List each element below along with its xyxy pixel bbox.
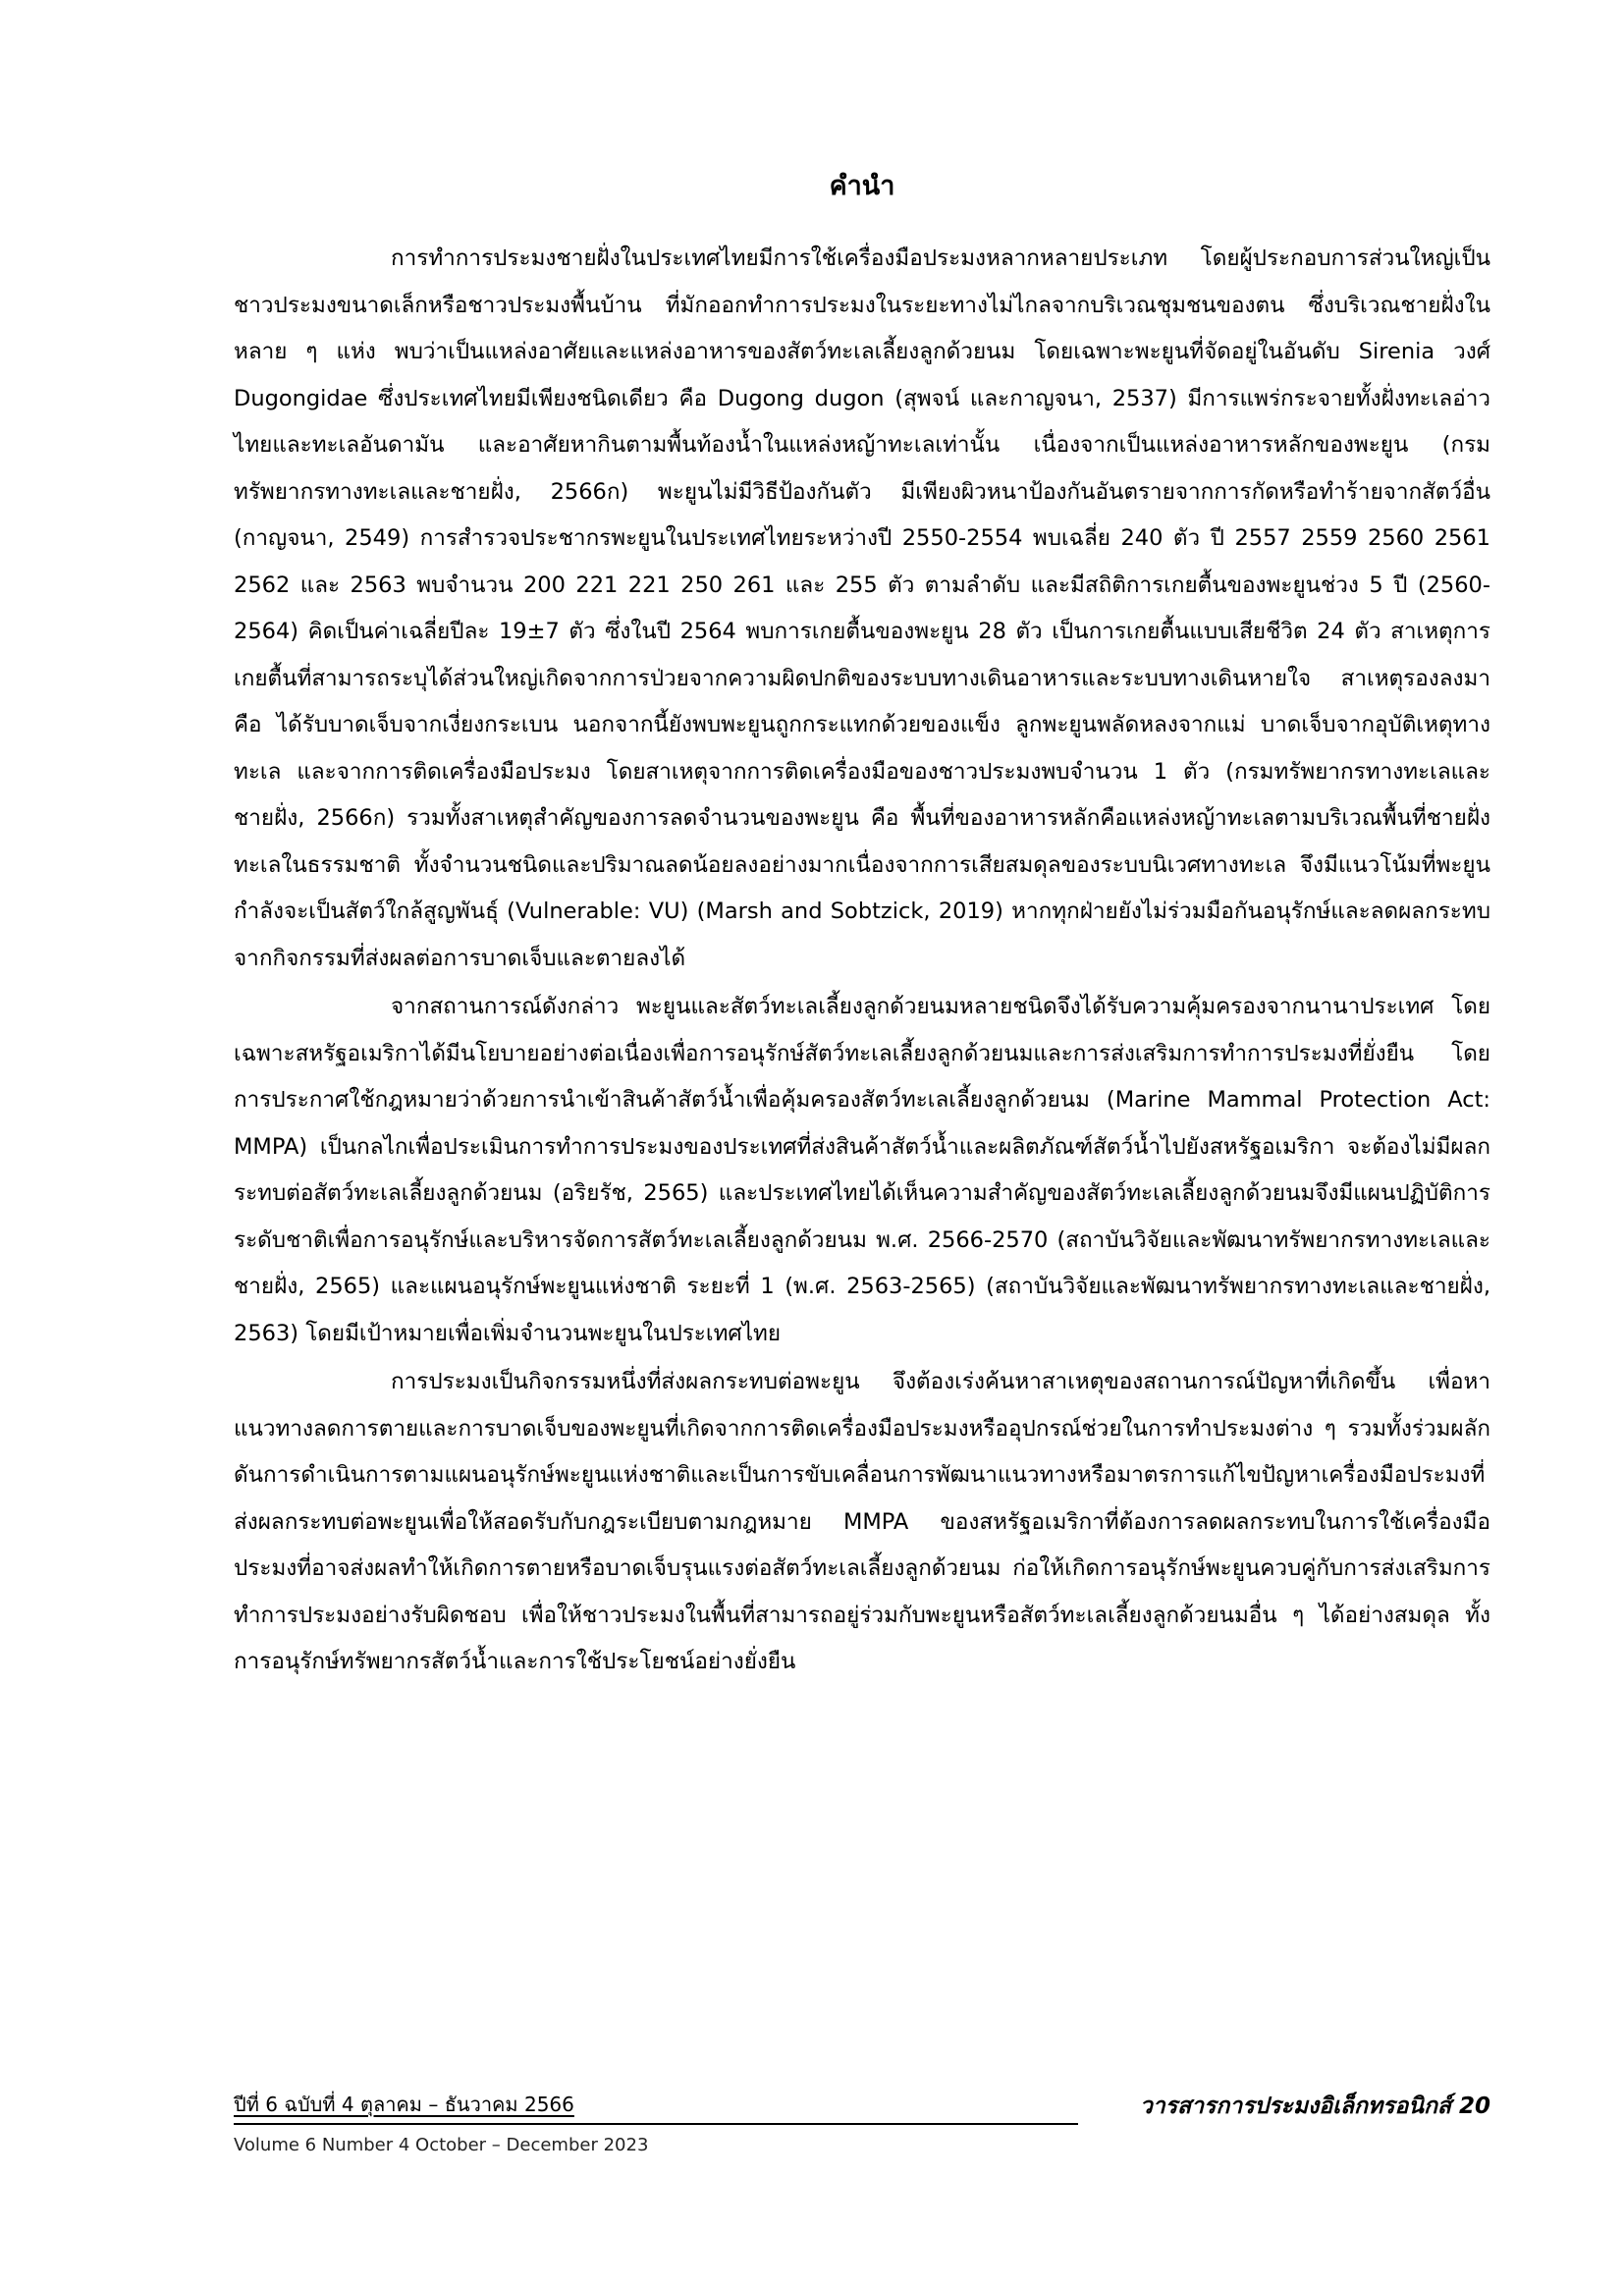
page-number: 20 — [1458, 2094, 1490, 2119]
issue-english: Volume 6 Number 4 October – December 2023 — [234, 2135, 649, 2155]
page-heading: คำนำ — [829, 171, 895, 202]
page-footer — [234, 2090, 1490, 2168]
journal-title-and-page — [1140, 2090, 1490, 2123]
journal-title: วารสารการประมงอิเล็กทรอนิกส์ — [1139, 2094, 1451, 2119]
paragraph-1: การทำการประมงชายฝั่งในประเทศไทยมีการใช้เครื่องมือประมงหลากหลายประเภท โดยผู้ประกอบการส่วนใหญ่เป็นชาวประมงขนาดเล็กหรือชาวประมงพื้นบ้าน ที่มักออกทำการประมงในระยะทางไม่ไกลจากบริเวณชุมชนของตน ซึ่งบริเวณชายฝั่งในหลาย ๆ แห่ง พบว่าเป็นแหล่งอาศัยและแหล่งอาหารของสัตว์ทะเลเลี้ยงลูกด้วยนม โดยเฉพาะพะยูนที่จัดอยู่ในอันดับ Sirenia วงศ์ Dugongidae ซึ่งประเทศไทยมีเพียงชนิดเดียว คือ Dugong dugon (สุพจน์ และกาญจนา, 2537) มีการแพร่กระจายทั้งฝั่งทะเลอ่าวไทยและทะเลอันดามัน และอาศัยหากินตามพื้นท้องน้ำในแหล่งหญ้าทะเลเท่านั้น เนื่องจากเป็นแหล่งอาหารหลักของพะยูน (กรมทรัพยากรทางทะเลและชายฝั่ง, 2566ก) พะยูนไม่มีวิธีป้องกันตัว มีเพียงผิวหนาป้องกันอันตรายจากการกัดหรือทำร้ายจากสัตว์อื่น (กาญจนา, 2549) การสำรวจประชากรพะยูนในประเทศไทยระหว่างปี 2550-2554 พบเฉลี่ย 240 ตัว ปี 2557 2559 2560 2561 2562 และ 2563 พบจำนวน 200 221 221 250 261 และ 255 ตัว ตามลำดับ และมีสถิติการเกยตื้นของพะยูนช่วง 5 ปี (2560-2564) คิดเป็นค่าเฉลี่ยปีละ 19±7 ตัว ซึ่งในปี 2564 พบการเกยตื้นของพะยูน 28 ตัว เป็นการเกยตื้นแบบเสียชีวิต 24 ตัว สาเหตุการเกยตื้นที่สามารถระบุได้ส่วนใหญ่เกิดจากการป่วยจากความผิดปกติของระบบทางเดินอาหารและระบบทางเดินหายใจ สาเหตุรองลงมา คือ ได้รับบาดเจ็บจากเงี่ยงกระเบน นอกจากนี้ยังพบพะยูนถูกกระแทกด้วยของแข็ง ลูกพะยูนพลัดหลงจากแม่ บาดเจ็บจากอุบัติเหตุทางทะเล และจากการติดเครื่องมือประมง โดยสาเหตุจากการติดเครื่องมือของชาวประมงพบจำนวน 1 ตัว (กรมทรัพยากรทางทะเลและชายฝั่ง, 2566ก) รวมทั้งสาเหตุสำคัญของการลดจำนวนของพะยูน คือ พื้นที่ของอาหารหลักคือแหล่งหญ้าทะเลตามบริเวณพื้นที่ชายฝั่งทะเลในธรรมชาติ ทั้งจำนวนชนิดและปริมาณลดน้อยลงอย่างมากเนื่องจากการเสียสมดุลของระบบนิเวศทางทะเล จึงมีแนวโน้มที่พะยูนกำลังจะเป็นสัตว์ใกล้สูญพันธุ์ (Vulnerable: VU) (Marsh and Sobtzick, 2019) หากทุกฝ่ายยังไม่ร่วมมือกันอนุรักษ์และลดผลกระทบจากกิจกรรมที่ส่งผลต่อการบาดเจ็บและตายลงได้ — [234, 245, 1490, 971]
footer-divider — [234, 2123, 1078, 2125]
paragraph-3: การประมงเป็นกิจกรรมหนึ่งที่ส่งผลกระทบต่อพะยูน จึงต้องเร่งค้นหาสาเหตุของสถานการณ์ปัญหาที่เกิดขึ้น เพื่อหาแนวทางลดการตายและการบาดเจ็บของพะยูนที่เกิดจากการติดเครื่องมือประมงหรืออุปกรณ์ช่วยในการทำประมงต่าง ๆ รวมทั้งร่วมผลักดันการดำเนินการตามแผนอนุรักษ์พะยูนแห่งชาติและเป็นการขับเคลื่อนการพัฒนาแนวทางหรือมาตรการแก้ไขปัญหาเครื่องมือประมงที่ส่งผลกระทบต่อพะยูนเพื่อให้สอดรับกับกฎระเบียบตามกฎหมาย MMPA ของสหรัฐอเมริกาที่ต้องการลดผลกระทบในการใช้เครื่องมือประมงที่อาจส่งผลทำให้เกิดการตายหรือบาดเจ็บรุนแรงต่อสัตว์ทะเลเลี้ยงลูกด้วยนม ก่อให้เกิดการอนุรักษ์พะยูนควบคู่กับการส่งเสริมการทำการประมงอย่างรับผิดชอบ เพื่อให้ชาวประมงในพื้นที่สามารถอยู่ร่วมกับพะยูนหรือสัตว์ทะเลเลี้ยงลูกด้วยนมอื่น ๆ ได้อย่างสมดุล ทั้งการอนุรักษ์ทรัพยากรสัตว์น้ำและการใช้ประโยชน์อย่างยั่งยืน — [234, 1369, 1490, 1674]
issue-thai: ปีที่ 6 ฉบับที่ 4 ตุลาคม – ธันวาคม 2566 — [234, 2093, 574, 2116]
paragraph-2: จากสถานการณ์ดังกล่าว พะยูนและสัตว์ทะเลเลี้ยงลูกด้วยนมหลายชนิดจึงได้รับความคุ้มครองจากนานาประเทศ โดยเฉพาะสหรัฐอเมริกาได้มีนโยบายอย่างต่อเนื่องเพื่อการอนุรักษ์สัตว์ทะเลเลี้ยงลูกด้วยนมและการส่งเสริมการทำการประมงที่ยั่งยืน โดยการประกาศใช้กฎหมายว่าด้วยการนำเข้าสินค้าสัตว์น้ำเพื่อคุ้มครองสัตว์ทะเลเลี้ยงลูกด้วยนม (Marine Mammal Protection Act: MMPA) เป็นกลไกเพื่อประเมินการทำการประมงของประเทศที่ส่งสินค้าสัตว์น้ำและผลิตภัณฑ์สัตว์น้ำไปยังสหรัฐอเมริกา จะต้องไม่มีผลกระทบต่อสัตว์ทะเลเลี้ยงลูกด้วยนม (อริยรัช, 2565) และประเทศไทยได้เห็นความสำคัญของสัตว์ทะเลเลี้ยงลูกด้วยนมจึงมีแผนปฏิบัติการระดับชาติเพื่อการอนุรักษ์และบริหารจัดการสัตว์ทะเลเลี้ยงลูกด้วยนม พ.ศ. 2566-2570 (สถาบันวิจัยและพัฒนาทรัพยากรทางทะเลและชายฝั่ง, 2565) และแผนอนุรักษ์พะยูนแห่งชาติ ระยะที่ 1 (พ.ศ. 2563-2565) (สถาบันวิจัยและพัฒนาทรัพยากรทางทะเลและชายฝั่ง, 2563) โดยมีเป้าหมายเพื่อเพิ่มจำนวนพะยูนในประเทศไทย — [234, 994, 1490, 1346]
journal-page — [234, 0, 1490, 2286]
body-text — [234, 236, 1490, 1686]
